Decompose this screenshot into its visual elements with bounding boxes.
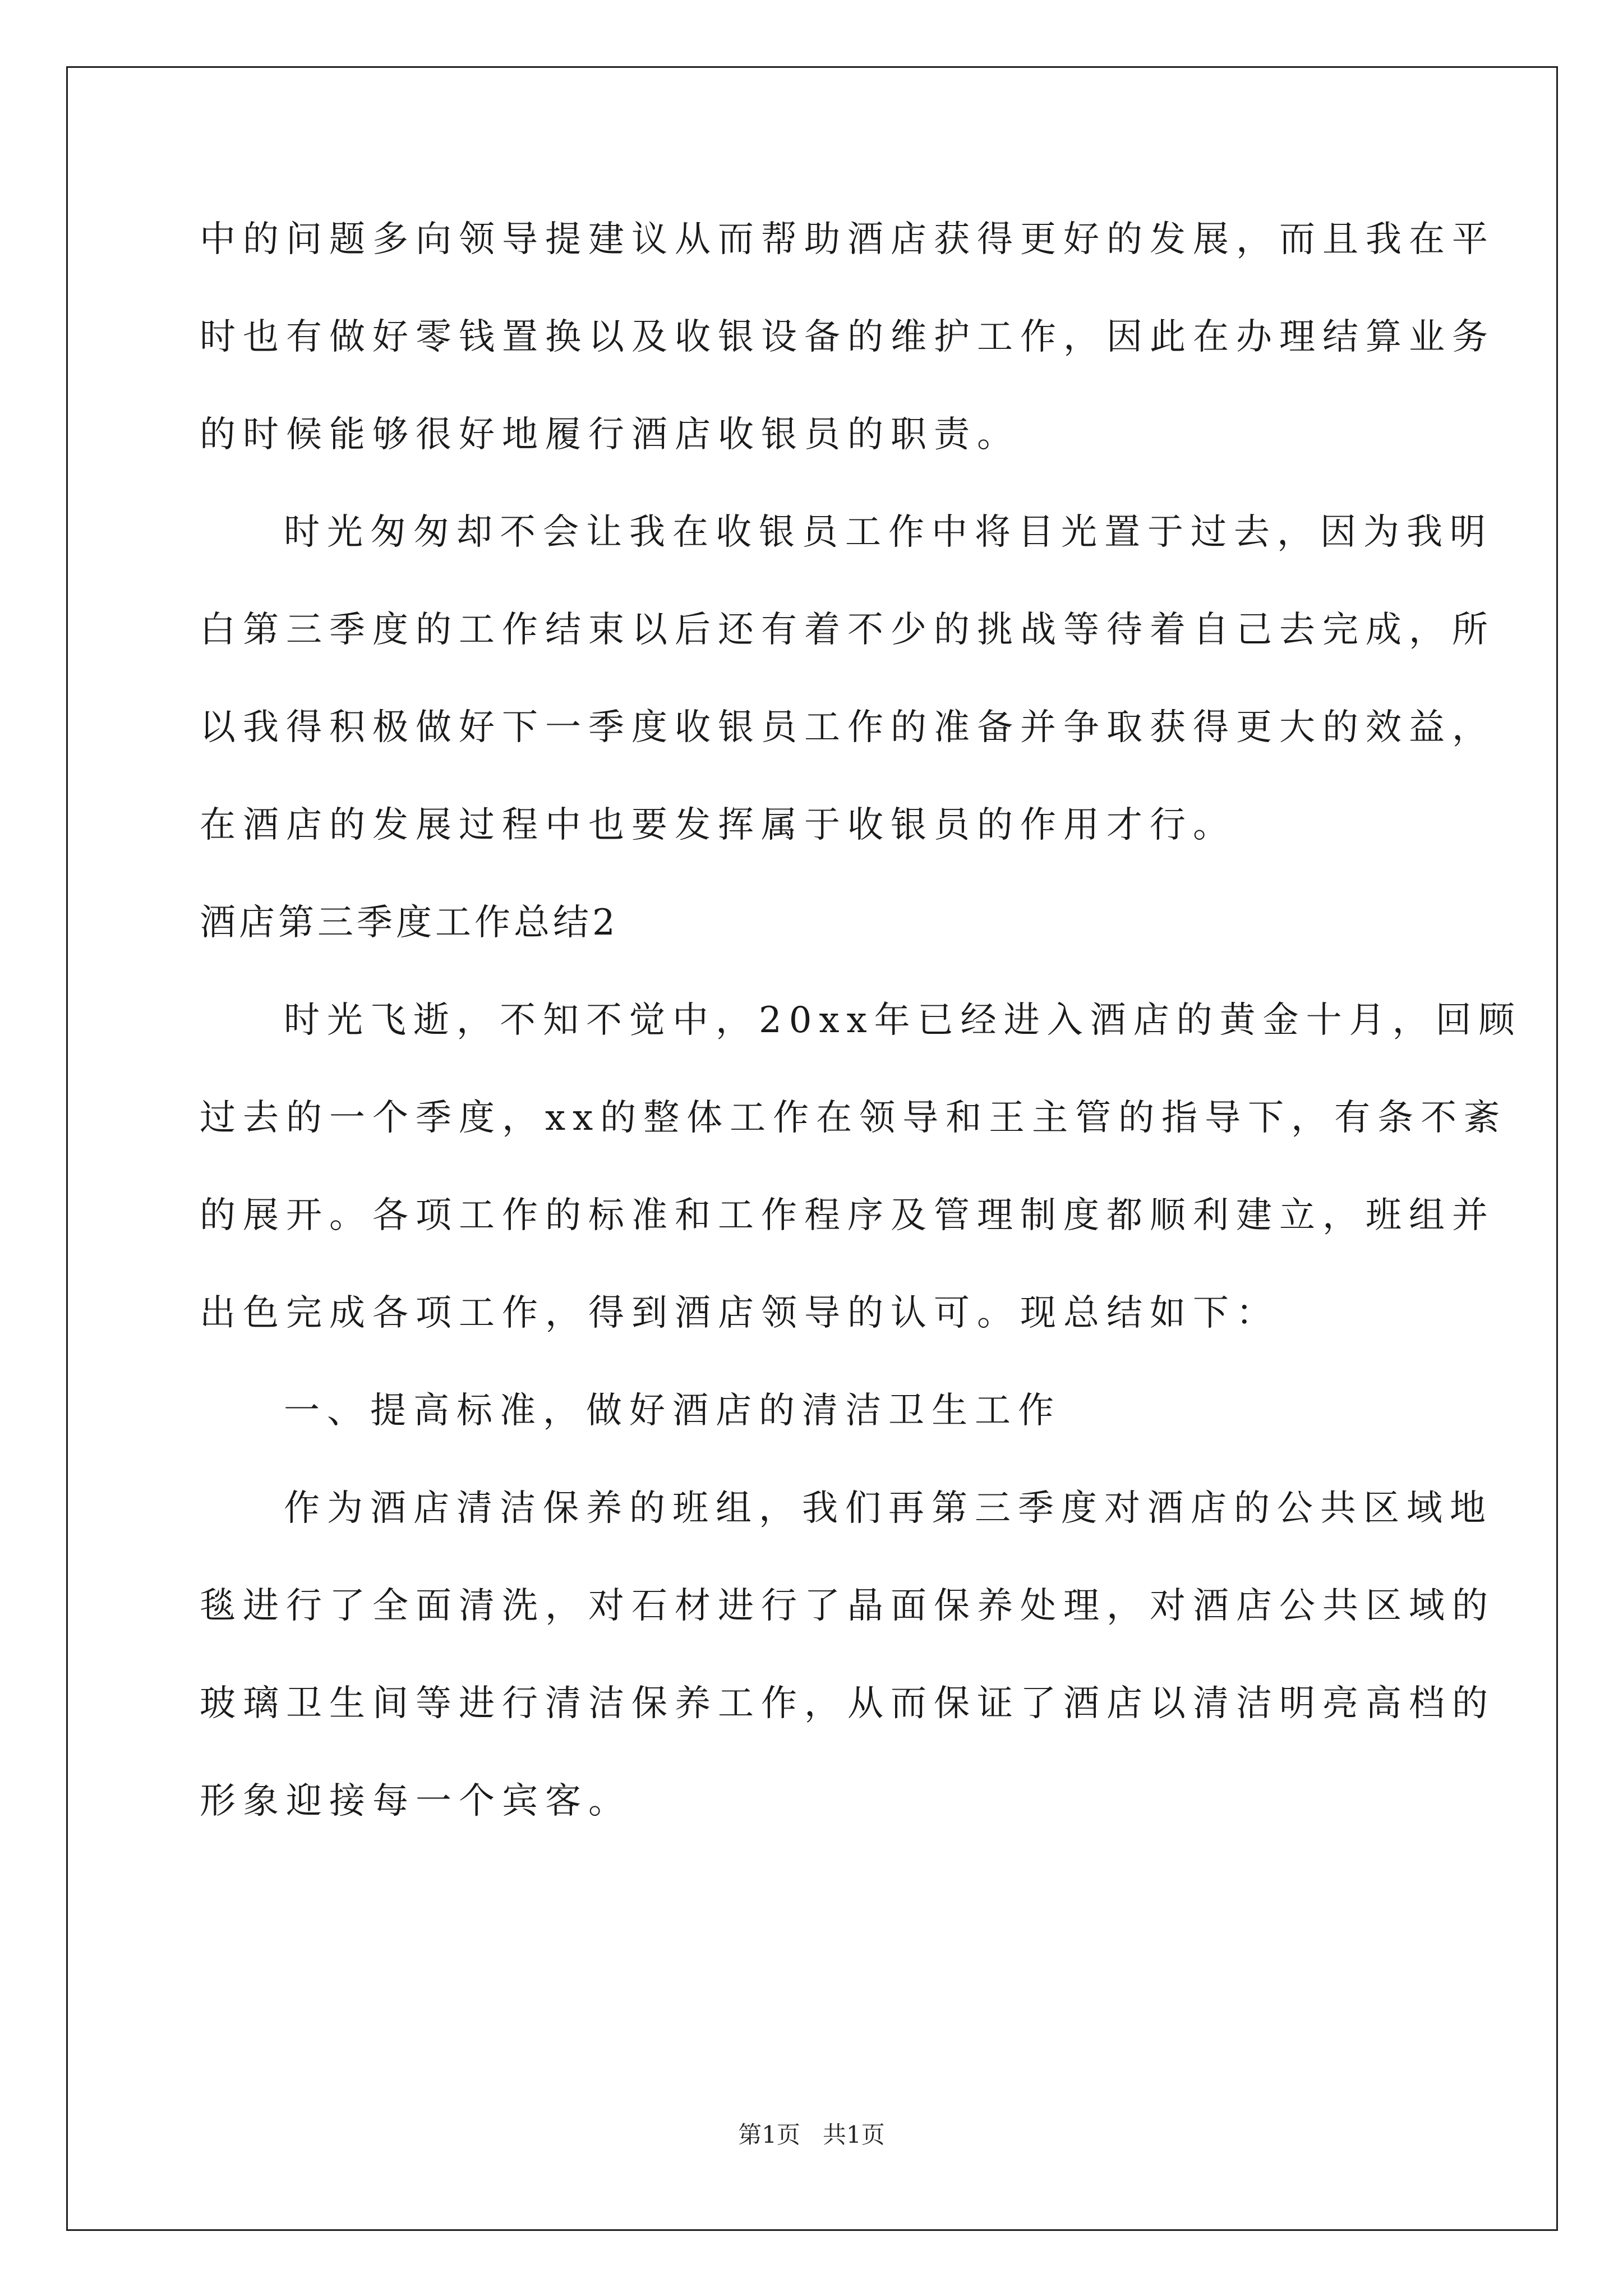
page-number: 第1页 共1页 — [738, 2121, 885, 2148]
paragraph-line: 形象迎接每一个宾客。 — [200, 1780, 631, 1822]
paragraph-line: 的展开。各项工作的标准和工作程序及管理制度都顺利建立，班组并 — [200, 1195, 1495, 1236]
page-footer — [0, 2123, 1623, 2147]
section-heading: 酒店第三季度工作总结2 — [200, 902, 619, 944]
paragraph-line: 毯进行了全面清洗，对石材进行了晶面保养处理，对酒店公共区域的 — [200, 1585, 1495, 1627]
paragraph-line: 玻璃卫生间等进行清洁保养工作，从而保证了酒店以清洁明亮高档的 — [200, 1683, 1495, 1724]
paragraph-line: 时光飞逝，不知不觉中，20xx年已经进入酒店的黄金十月，回顾 — [284, 1000, 1522, 1041]
paragraph-line: 出色完成各项工作，得到酒店领导的认可。现总结如下： — [200, 1292, 1279, 1334]
subsection-heading: 一、提高标准，做好酒店的清洁卫生工作 — [284, 1390, 1061, 1432]
paragraph-line: 时光匆匆却不会让我在收银员工作中将目光置于过去，因为我明 — [284, 512, 1493, 553]
paragraph-line: 的时候能够很好地履行酒店收银员的职责。 — [200, 414, 1020, 455]
paragraph-line: 中的问题多向领导提建议从而帮助酒店获得更好的发展，而且我在平 — [200, 219, 1495, 260]
paragraph-line: 作为酒店清洁保养的班组，我们再第三季度对酒店的公共区域地 — [284, 1488, 1493, 1529]
paragraph-line: 时也有做好零钱置换以及收银设备的维护工作，因此在办理结算业务 — [200, 316, 1495, 358]
document-body — [200, 219, 1522, 1881]
paragraph-line: 过去的一个季度，xx的整体工作在领导和王主管的指导下，有条不紊 — [200, 1097, 1507, 1139]
paragraph-line: 在酒店的发展过程中也要发挥属于收银员的作用才行。 — [200, 804, 1236, 846]
paragraph-line: 以我得积极做好下一季度收银员工作的准备并争取获得更大的效益， — [200, 707, 1495, 748]
paragraph-line: 白第三季度的工作结束以后还有着不少的挑战等待着自己去完成，所 — [200, 609, 1495, 651]
